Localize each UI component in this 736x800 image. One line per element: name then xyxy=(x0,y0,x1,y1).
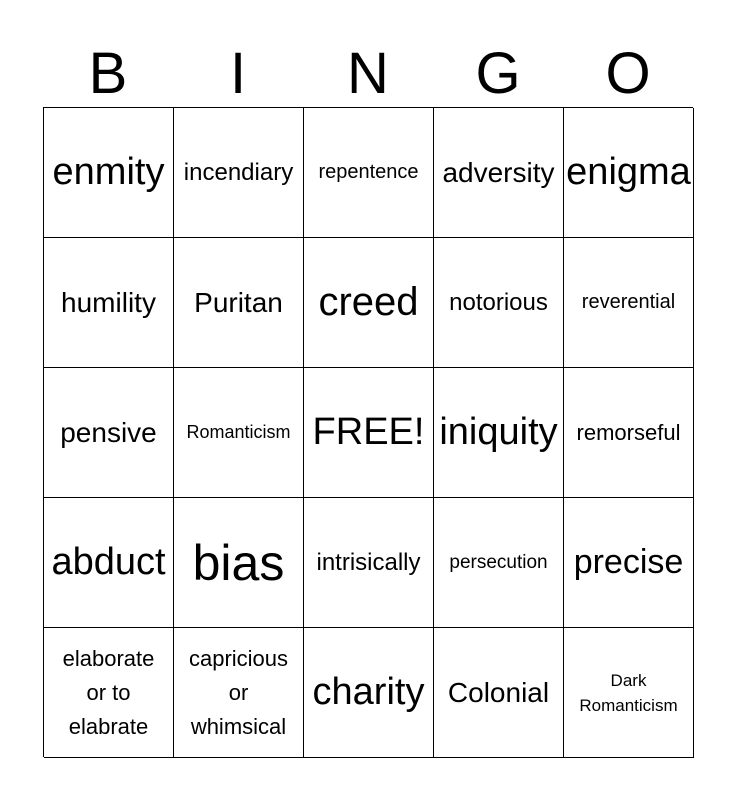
bingo-cell[interactable] xyxy=(304,498,434,628)
header-letter-g: G xyxy=(475,41,521,106)
cell-label: iniquity xyxy=(439,411,558,453)
bingo-cell[interactable] xyxy=(434,108,564,238)
bingo-cell[interactable] xyxy=(434,628,564,758)
bingo-cell[interactable] xyxy=(564,368,694,498)
cell-label: Puritan xyxy=(194,286,283,318)
cell-label: enmity xyxy=(52,151,165,193)
bingo-cell[interactable] xyxy=(44,238,174,368)
cell-label: precise xyxy=(573,543,684,581)
cell-label: reverential xyxy=(581,291,676,313)
bingo-cell[interactable] xyxy=(304,238,434,368)
bingo-cell[interactable] xyxy=(174,238,304,368)
bingo-cell[interactable] xyxy=(44,628,174,758)
cell-label: abduct xyxy=(51,541,166,583)
cell-label: elaborate or to elabrate xyxy=(62,645,155,739)
free-space-cell[interactable] xyxy=(304,368,434,498)
header-letter-b: B xyxy=(88,41,128,106)
bingo-cell[interactable] xyxy=(564,108,694,238)
bingo-header xyxy=(43,40,693,108)
cell-label: bias xyxy=(192,534,285,591)
cell-label: pensive xyxy=(60,416,157,448)
cell-label: Colonial xyxy=(447,676,550,708)
bingo-grid xyxy=(43,107,693,757)
bingo-cell[interactable] xyxy=(174,498,304,628)
bingo-cell[interactable] xyxy=(304,108,434,238)
cell-label: creed xyxy=(318,280,419,324)
header-letter-i: I xyxy=(229,41,247,106)
cell-label: intrisically xyxy=(316,548,421,576)
cell-label: Dark Romanticism xyxy=(579,670,678,715)
cell-label: adversity xyxy=(442,156,555,188)
bingo-cell[interactable] xyxy=(44,108,174,238)
bingo-cell[interactable] xyxy=(434,238,564,368)
cell-label: charity xyxy=(312,671,425,713)
bingo-cell[interactable] xyxy=(44,498,174,628)
cell-label: incendiary xyxy=(183,158,294,186)
free-space-label: FREE! xyxy=(312,411,425,453)
bingo-cell[interactable] xyxy=(434,368,564,498)
cell-label: capricious or whimsical xyxy=(188,645,289,739)
header-letter-n: N xyxy=(347,41,389,106)
bingo-cell[interactable] xyxy=(564,628,694,758)
bingo-cell[interactable] xyxy=(564,498,694,628)
cell-label: enigma xyxy=(566,151,691,193)
cell-label: Romanticism xyxy=(186,422,291,442)
cell-label: humility xyxy=(61,286,156,318)
cell-label: persecution xyxy=(449,551,548,573)
bingo-cell[interactable] xyxy=(174,108,304,238)
bingo-cell[interactable] xyxy=(434,498,564,628)
cell-label: remorseful xyxy=(576,419,681,445)
bingo-cell[interactable] xyxy=(44,368,174,498)
cell-label: notorious xyxy=(449,288,548,316)
header-letter-o: O xyxy=(605,41,651,106)
cell-label: repentence xyxy=(318,161,419,183)
bingo-cell[interactable] xyxy=(564,238,694,368)
bingo-cell[interactable] xyxy=(304,628,434,758)
bingo-cell[interactable] xyxy=(174,628,304,758)
bingo-cell[interactable] xyxy=(174,368,304,498)
